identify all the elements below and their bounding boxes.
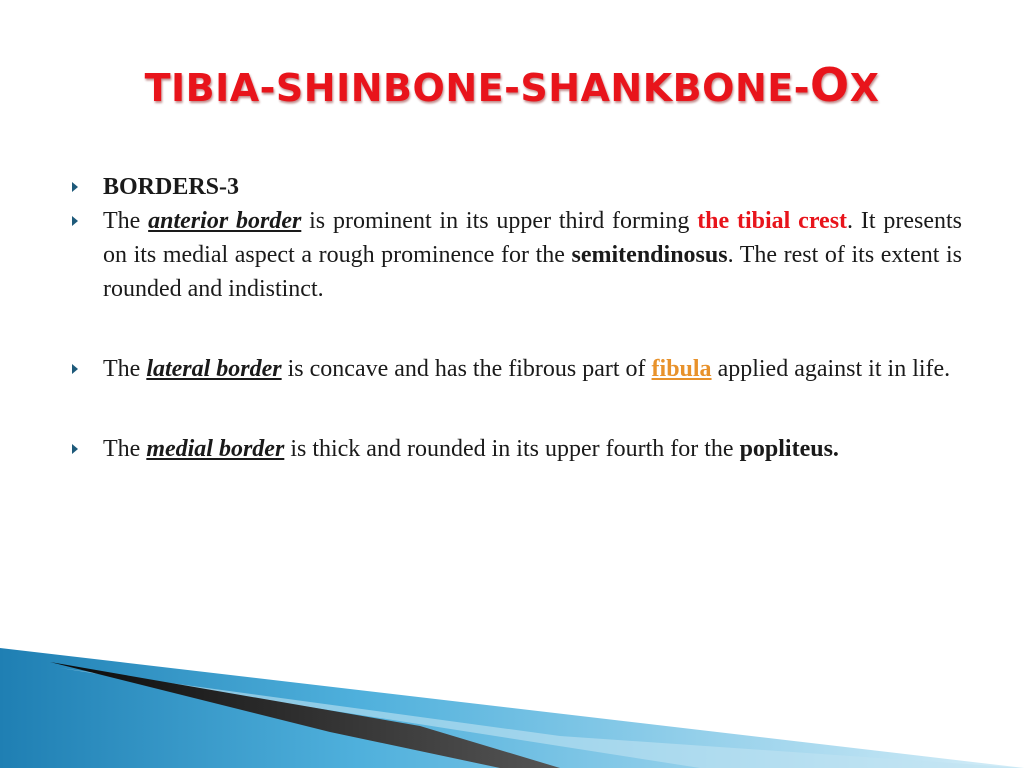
text-fragment: . The rest of its extent is rounded and indistinct. bbox=[103, 242, 962, 302]
slide-title bbox=[0, 58, 1024, 112]
title-main: TIBIA-SHINBONE-SHANKBONE- bbox=[144, 66, 810, 110]
bold-semitendinosus: semitendinosus bbox=[571, 242, 728, 268]
title-suffix-small: X bbox=[849, 66, 880, 110]
term-anterior-border: anterior border bbox=[148, 208, 302, 234]
text-fragment: is thick and rounded in its upper fourth for the bbox=[284, 436, 740, 462]
bullet-list bbox=[72, 170, 962, 466]
term-medial-border: medial border bbox=[146, 436, 285, 462]
text-fragment: is concave and has the fibrous part of bbox=[281, 356, 652, 382]
triangle-right-icon bbox=[72, 364, 78, 374]
bullet-medial-border bbox=[72, 432, 962, 466]
text-fragment: The bbox=[103, 436, 147, 462]
decor-blue-band bbox=[0, 648, 1024, 768]
term-lateral-border: lateral border bbox=[146, 356, 282, 382]
bullet-borders bbox=[72, 170, 962, 204]
triangle-right-icon bbox=[72, 182, 78, 192]
text-fragment: is prominent in its upper third forming bbox=[301, 208, 698, 234]
bullet-lateral-border bbox=[72, 352, 962, 386]
triangle-right-icon bbox=[72, 444, 78, 454]
borders-heading: BORDERS-3 bbox=[103, 174, 240, 200]
bullet-anterior-border bbox=[72, 204, 962, 306]
text-fragment: The bbox=[103, 208, 149, 234]
corner-decoration bbox=[0, 640, 1024, 768]
title-suffix-big: O bbox=[809, 58, 850, 112]
text-fragment: . It presents on its medial aspect a rough prominence for the bbox=[103, 208, 962, 268]
highlight-tibial-crest: the tibial crest bbox=[697, 208, 848, 234]
bold-popliteus: popliteus. bbox=[739, 436, 839, 462]
text-fragment: The bbox=[103, 356, 147, 382]
highlight-fibula: fibula bbox=[651, 356, 712, 382]
text-fragment: applied against it in life. bbox=[711, 356, 951, 382]
triangle-right-icon bbox=[72, 216, 78, 226]
